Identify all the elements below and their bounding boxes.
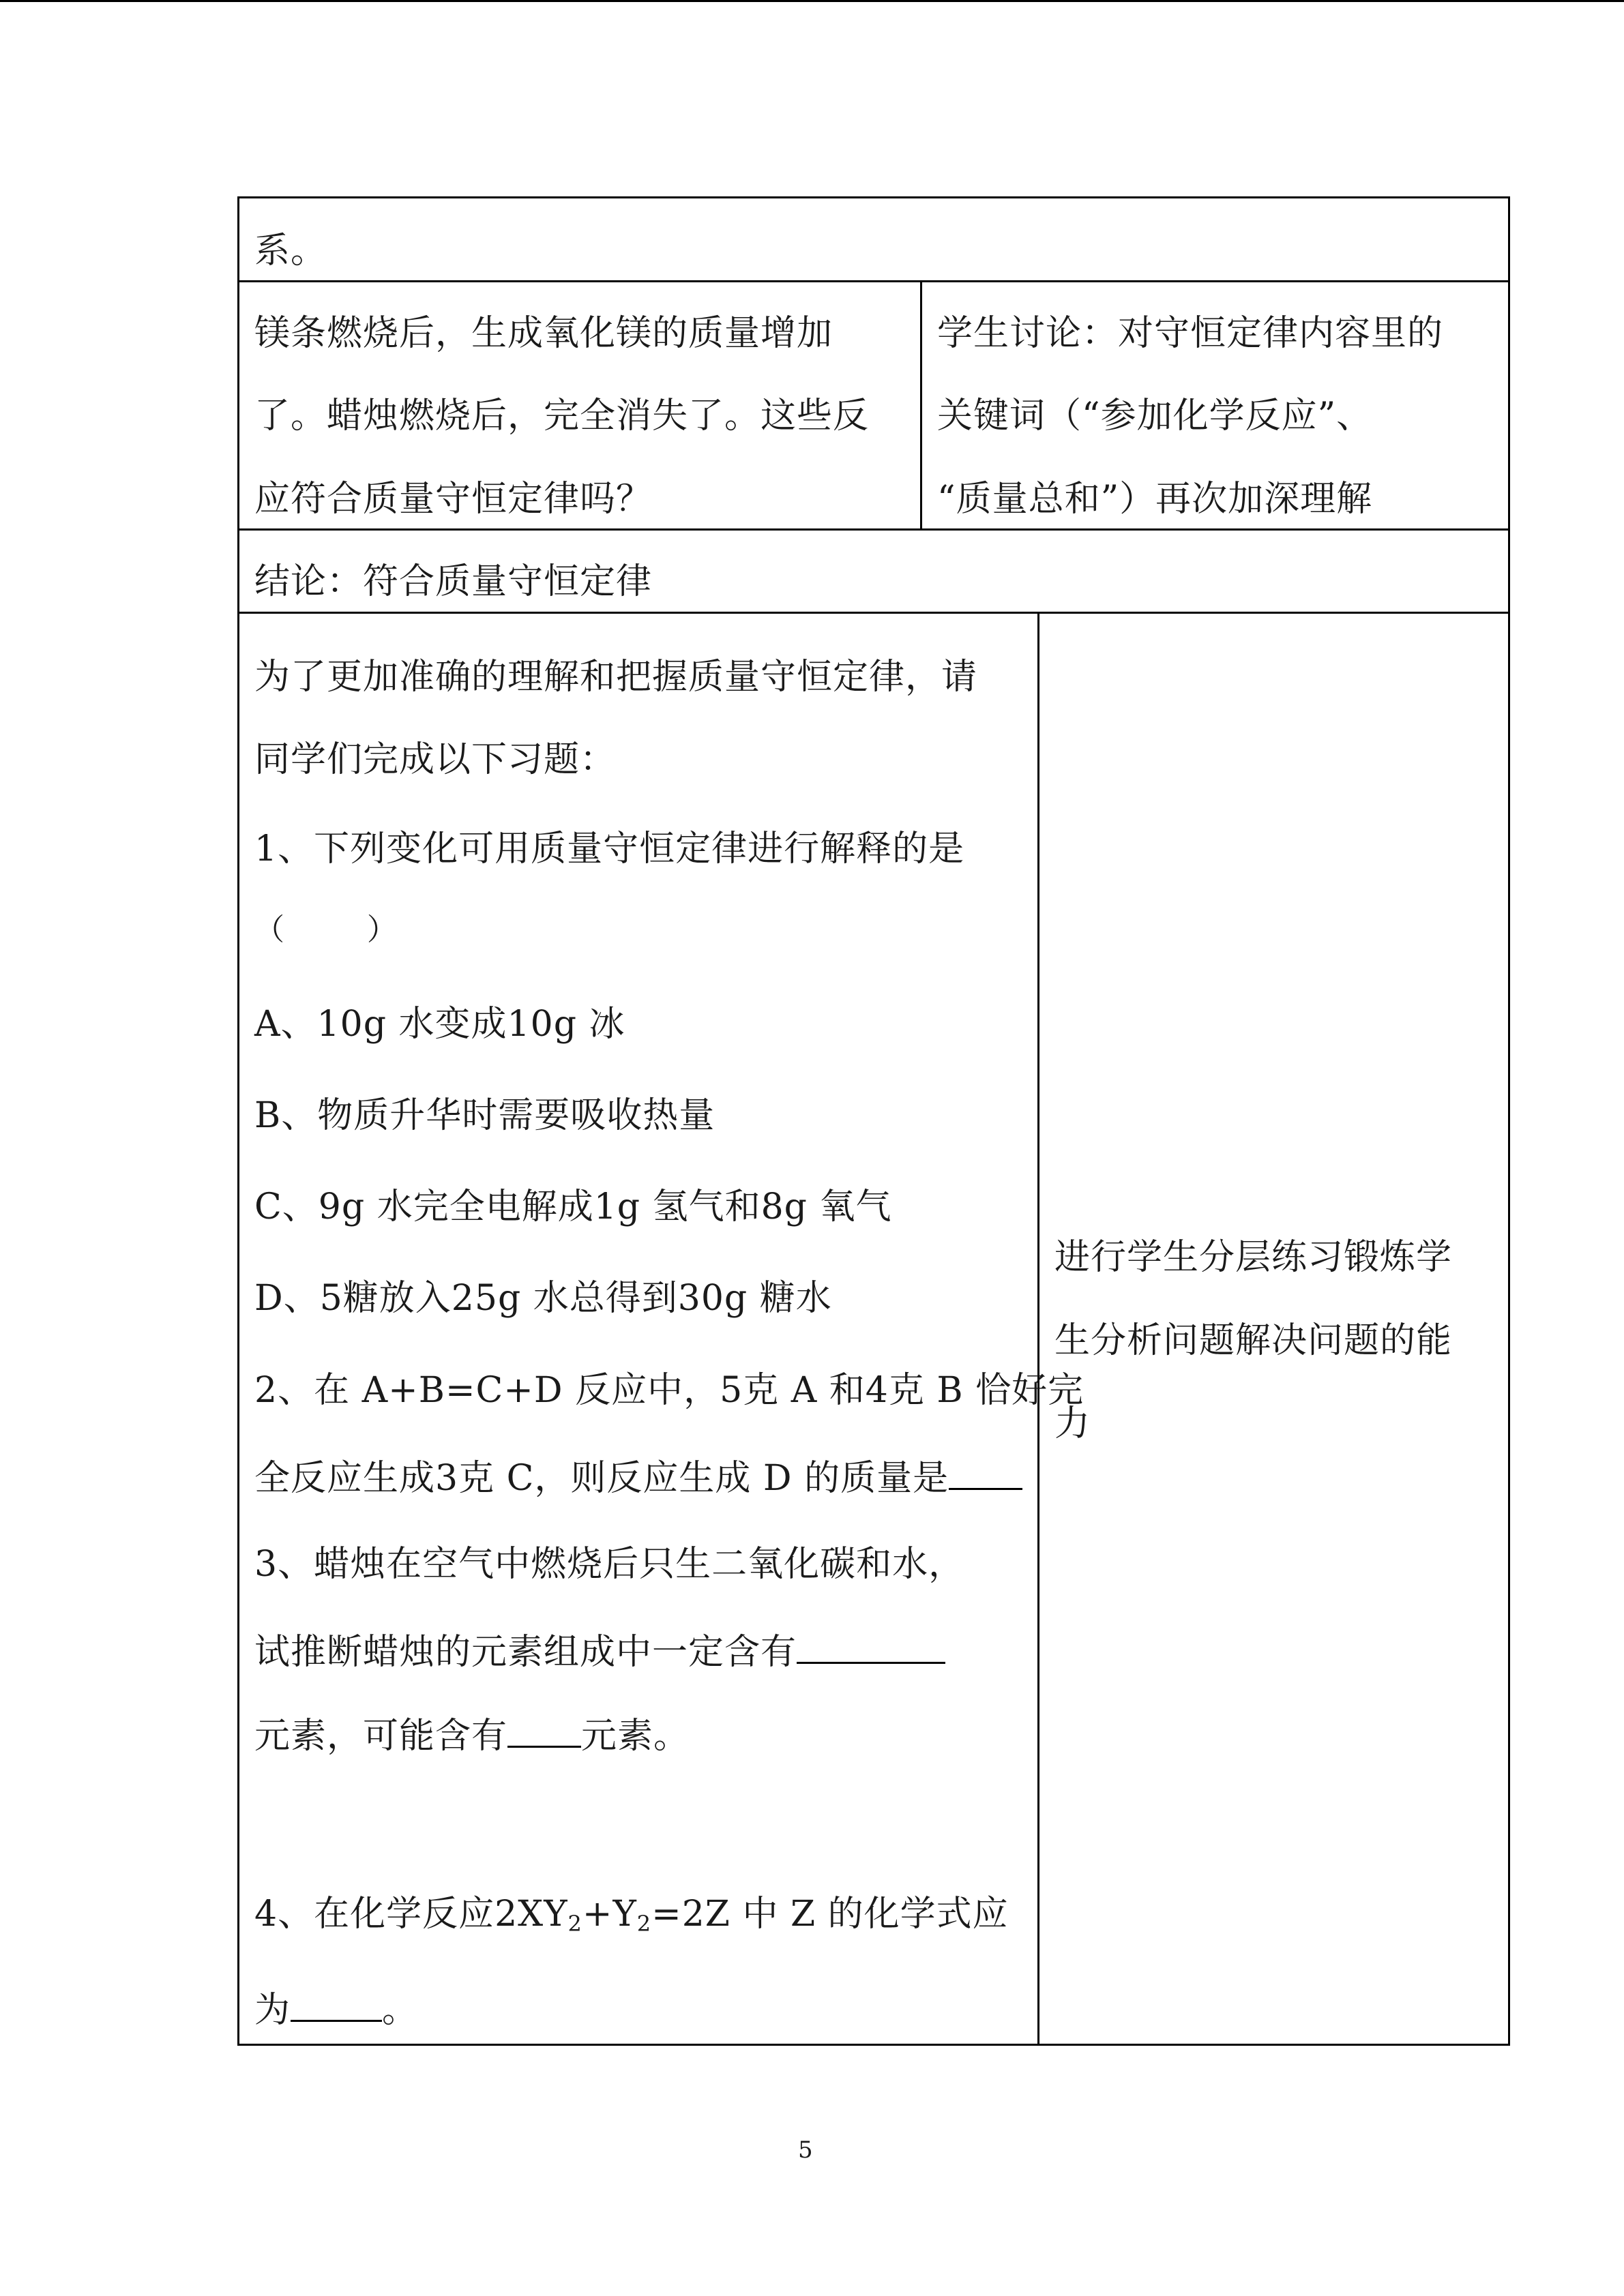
page-number: 5 [798,2136,813,2164]
row2-left-line-2: 了。蜡烛燃烧后，完全消失了。这些反 [254,396,870,436]
question-4-line-1 [254,1894,1009,1937]
question-2-text: 全反应生成3克 C，则反应生成 D 的质量是 [254,1458,949,1499]
option-d: D、5糖放入25g 水总得到30g 糖水 [254,1278,832,1319]
row4-right-line-3: 力 [1054,1403,1091,1444]
option-b: B、物质升华时需要吸收热量 [254,1095,715,1136]
question-4-line-2 [254,1988,419,2031]
question-3-text: 元素，可能含有 [254,1716,508,1757]
row2-right-line-2: 关键词（“参加化学反应”、 [937,396,1373,436]
subscript: 2 [567,1911,582,1937]
question-4-text: 4、在化学反应2XY [254,1894,568,1935]
question-2-line-1: 2、在 A+B=C+D 反应中，5克 A 和4克 B 恰好完 [254,1370,1084,1411]
top-border [0,0,1624,2]
intro-line-1: 为了更加准确的理解和把握质量守恒定律，请 [254,657,978,698]
row2-right-line-3: “质量总和”）再次加深理解 [937,479,1373,520]
question-1-answer-bracket: （ ） [254,912,398,947]
question-4-text: 。 [382,1990,419,2031]
question-2-line-2 [254,1457,1022,1499]
row4-right-line-2: 生分析问题解决问题的能 [1054,1320,1453,1361]
question-4-text: 为 [254,1990,291,2031]
question-3-text: 元素。 [581,1716,690,1757]
question-3-line-1: 3、蜡烛在空气中燃烧后只生二氧化碳和水， [254,1544,965,1585]
row2-left-line-3: 应符合质量守恒定律吗？ [254,479,653,520]
row2-right-line-1: 学生讨论：对守恒定律内容里的 [937,313,1444,354]
intro-line-2: 同学们完成以下习题： [254,739,617,780]
conclusion-text: 结论：符合质量守恒定律 [254,561,653,602]
question-3-line-2 [254,1630,945,1673]
answer-blank [507,1714,581,1748]
question-3-line-3 [254,1714,690,1757]
question-1: 1、下列变化可用质量守恒定律进行解释的是 [254,829,965,869]
option-c: C、9g 水完全电解成1g 氢气和8g 氧气 [254,1187,892,1227]
subscript: 2 [636,1911,652,1937]
row1-text: 系。 [254,230,327,271]
answer-blank [797,1630,945,1664]
option-a: A、10g 水变成10g 冰 [254,1004,625,1045]
answer-blank [291,1988,382,2022]
answer-blank [949,1457,1022,1490]
question-4-text: +Y [582,1894,637,1935]
row2-left-line-1: 镁条燃烧后，生成氧化镁的质量增加 [254,313,833,354]
question-4-text: =2Z 中 Z 的化学式应 [651,1894,1009,1935]
row4-right-line-1: 进行学生分层练习锻炼学 [1054,1237,1453,1278]
question-3-text: 试推断蜡烛的元素组成中一定含有 [254,1632,797,1673]
